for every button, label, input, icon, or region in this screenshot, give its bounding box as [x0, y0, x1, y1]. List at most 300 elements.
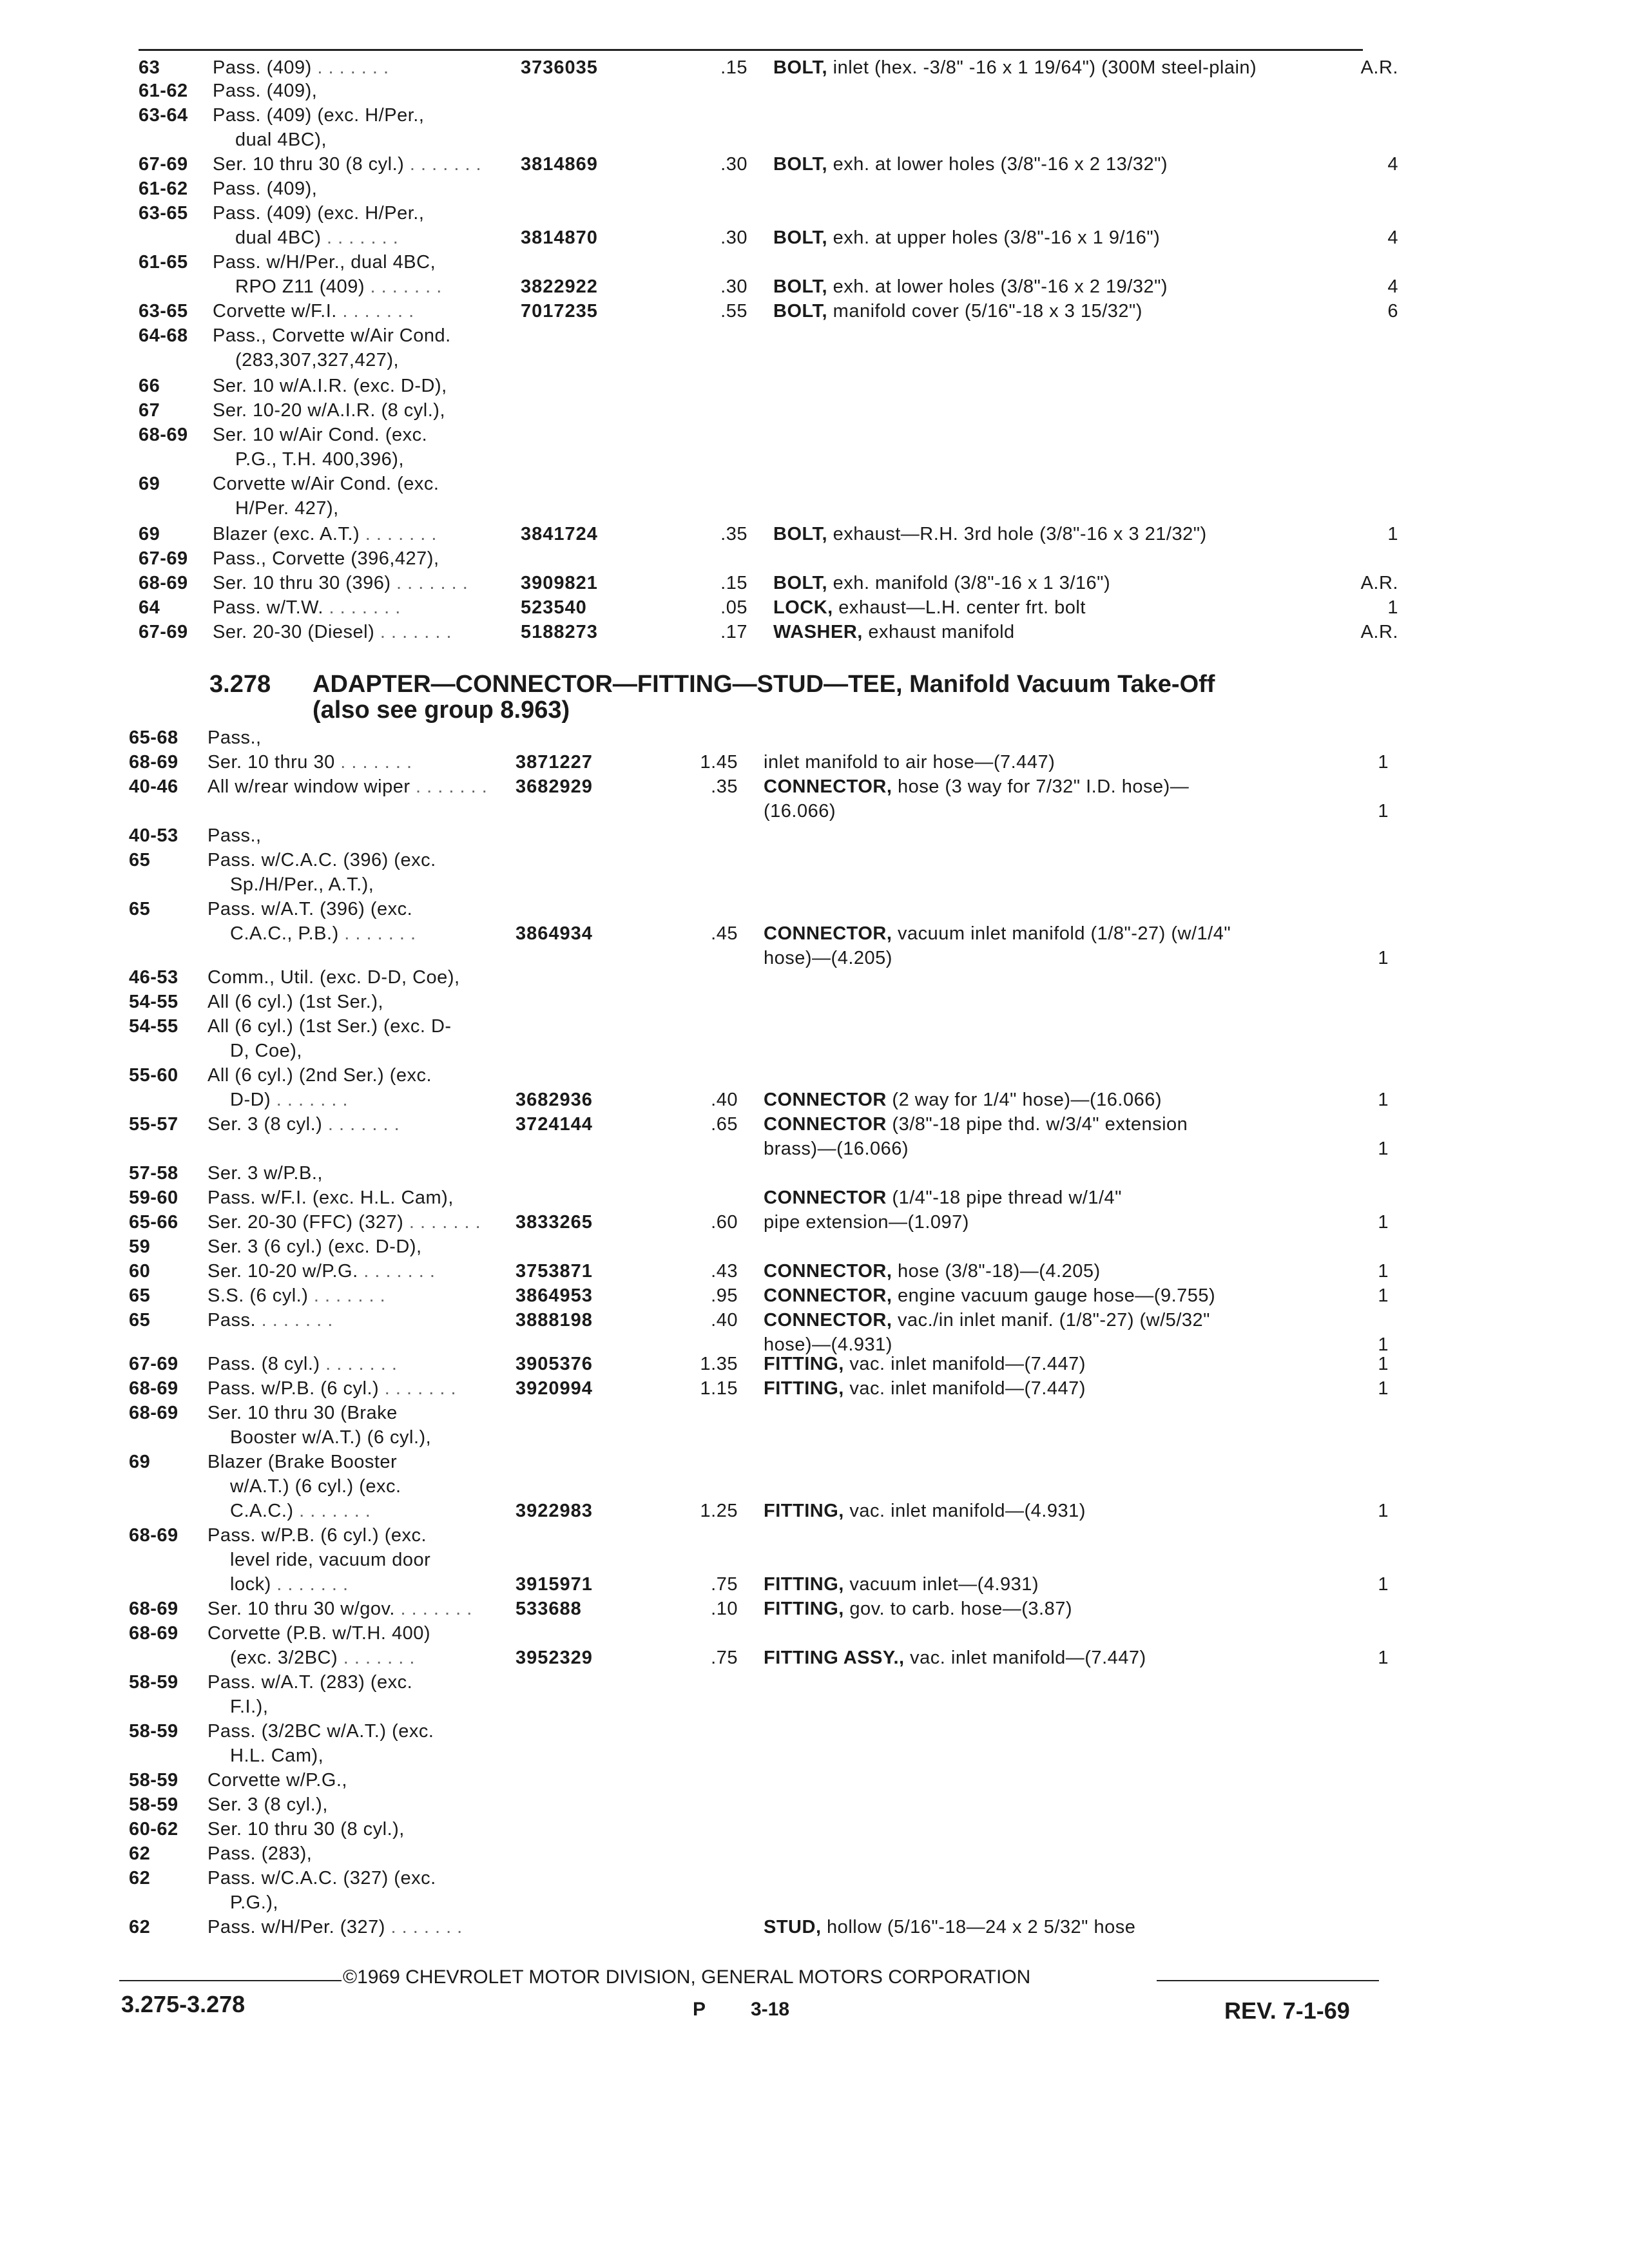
part-detail: vac. inlet manifold—(4.931) — [843, 1501, 1086, 1521]
model-application: H.L. Cam), — [230, 1745, 324, 1766]
part-description — [764, 1916, 1135, 1938]
model-application: F.I.), — [230, 1696, 269, 1717]
quantity: 1 — [1378, 1574, 1389, 1595]
part-detail: hose)—(4.931) — [764, 1334, 892, 1355]
part-name: BOLT, — [773, 573, 828, 593]
part-description — [764, 1353, 1086, 1375]
model-application: All (6 cyl.) (2nd Ser.) (exc. — [207, 1065, 432, 1086]
year-range: 67-69 — [139, 622, 188, 642]
model-application: Ser. 10 w/A.I.R. (exc. D-D), — [213, 376, 447, 396]
model-application: Ser. 20-30 (Diesel) . . . . . . . — [213, 622, 452, 642]
leader-dots: . . . . . . . — [308, 1285, 386, 1306]
leader-dots: . . . . . . . — [271, 1574, 349, 1595]
part-description — [764, 1089, 1162, 1111]
list-price: .60 — [711, 1212, 738, 1233]
part-detail: (16.066) — [764, 801, 836, 822]
part-description — [764, 776, 1189, 798]
leader-dots: . . . . . . . — [390, 573, 468, 593]
footer-page-letter: P — [693, 1999, 706, 2020]
year-range: 63-65 — [139, 203, 188, 224]
model-application: Pass. (409) . . . . . . . — [213, 57, 389, 78]
year-range: 68-69 — [129, 1403, 178, 1423]
part-number: 3864934 — [516, 923, 593, 944]
leader-dots: . . . . . . . — [321, 227, 399, 248]
list-price: .30 — [720, 276, 747, 297]
list-price: .30 — [720, 227, 747, 248]
year-range: 60-62 — [129, 1819, 178, 1840]
model-application: Ser. 10 thru 30 (8 cyl.), — [207, 1819, 405, 1840]
list-price: .35 — [720, 524, 747, 544]
part-name: CONNECTOR — [764, 1114, 887, 1135]
list-price: .65 — [711, 1114, 738, 1135]
part-description — [764, 1573, 1039, 1595]
part-name: FITTING, — [764, 1354, 844, 1374]
part-detail: exhaust—L.H. center frt. bolt — [833, 597, 1086, 618]
model-application: (exc. 3/2BC) . . . . . . . — [230, 1648, 415, 1668]
list-price: .40 — [711, 1090, 738, 1110]
part-name: FITTING, — [764, 1599, 844, 1619]
leader-dots: . . . . . . . — [410, 776, 488, 797]
quantity: 1 — [1387, 597, 1398, 618]
model-application: Pass. w/H/Per. (327) . . . . . . . — [207, 1917, 463, 1937]
quantity: 1 — [1378, 1354, 1389, 1374]
model-application: Pass., — [207, 727, 262, 748]
year-range: 62 — [129, 1868, 151, 1888]
year-range: 46-53 — [129, 967, 178, 988]
quantity: A.R. — [1360, 57, 1398, 78]
year-range: 61-65 — [139, 252, 188, 273]
year-range: 58-59 — [129, 1770, 178, 1791]
part-description — [764, 1260, 1101, 1282]
model-application: RPO Z11 (409) . . . . . . . — [235, 276, 442, 297]
part-name: CONNECTOR — [764, 1187, 887, 1208]
list-price: 1.35 — [700, 1354, 738, 1374]
year-range: 66 — [139, 376, 160, 396]
leader-dots: . . . . . . . — [358, 1261, 436, 1282]
part-detail: vac. inlet manifold—(7.447) — [843, 1378, 1086, 1399]
part-detail: inlet manifold to air hose—(7.447) — [764, 752, 1055, 773]
year-range: 64-68 — [139, 325, 188, 346]
part-name: BOLT, — [773, 154, 828, 175]
year-range: 54-55 — [129, 1016, 178, 1037]
part-detail: (1/4"-18 pipe thread w/1/4" — [886, 1187, 1122, 1208]
model-application: Booster w/A.T.) (6 cyl.), — [230, 1427, 432, 1448]
model-application: dual 4BC) . . . . . . . — [235, 227, 399, 248]
model-application: Pass. (283), — [207, 1843, 313, 1864]
model-application: Pass. w/A.T. (396) (exc. — [207, 899, 413, 919]
part-name: FITTING ASSY., — [764, 1648, 905, 1668]
part-detail: manifold cover (5/16"-18 x 3 15/32") — [827, 301, 1142, 322]
part-description — [773, 153, 1168, 175]
footer-group-range: 3.275-3.278 — [121, 1991, 246, 2017]
model-application: H/Per. 427), — [235, 498, 339, 519]
leader-dots: . . . . . . . — [338, 1648, 415, 1668]
top-rule — [139, 49, 1363, 51]
part-name: BOLT, — [773, 227, 828, 248]
model-application: Ser. 10 thru 30 (8 cyl.) . . . . . . . — [213, 154, 482, 175]
model-application: Corvette w/F.I. . . . . . . . — [213, 301, 414, 322]
part-number: 3822922 — [521, 276, 598, 297]
part-description — [773, 300, 1142, 322]
quantity: 1 — [1378, 1501, 1389, 1521]
year-range: 67-69 — [139, 548, 188, 569]
model-application: Pass. w/H/Per., dual 4BC, — [213, 252, 436, 273]
quantity: 4 — [1387, 227, 1398, 248]
part-number: 3915971 — [516, 1574, 593, 1595]
model-application: dual 4BC), — [235, 130, 327, 150]
part-name: FITTING, — [764, 1378, 844, 1399]
part-description — [773, 572, 1110, 594]
model-application: P.G.), — [230, 1892, 278, 1913]
part-number: 3920994 — [516, 1378, 593, 1399]
list-price: .75 — [711, 1648, 738, 1668]
footer-rule-left — [119, 1980, 342, 1981]
part-description — [764, 1138, 909, 1160]
model-application: Pass. (8 cyl.) . . . . . . . — [207, 1354, 398, 1374]
model-application: (283,307,327,427), — [235, 350, 400, 370]
year-range: 59-60 — [129, 1187, 178, 1208]
part-description — [764, 1500, 1086, 1522]
part-number: 7017235 — [521, 301, 598, 322]
part-detail: vac. inlet manifold—(7.447) — [843, 1354, 1086, 1374]
leader-dots: . . . . . . . — [338, 923, 416, 944]
model-application: Pass., — [207, 825, 262, 846]
model-application: Blazer (exc. A.T.) . . . . . . . — [213, 524, 437, 544]
year-range: 69 — [139, 524, 160, 544]
list-price: .75 — [711, 1574, 738, 1595]
model-application: lock) . . . . . . . — [230, 1574, 349, 1595]
part-number: 3736035 — [521, 57, 598, 78]
quantity: 6 — [1387, 301, 1398, 322]
model-application: Pass. w/T.W. . . . . . . . — [213, 597, 401, 618]
part-description — [764, 1598, 1072, 1620]
model-application: Pass. (409) (exc. H/Per., — [213, 203, 425, 224]
part-description — [764, 1647, 1146, 1669]
part-description — [764, 1211, 969, 1233]
list-price: .10 — [711, 1599, 738, 1619]
model-application: Comm., Util. (exc. D-D, Coe), — [207, 967, 460, 988]
year-range: 55-57 — [129, 1114, 178, 1135]
part-description — [773, 523, 1207, 545]
footer-revision: REV. 7-1-69 — [1224, 1997, 1350, 2024]
part-detail: vacuum inlet manifold (1/8"-27) (w/1/4" — [892, 923, 1231, 944]
part-number: 3864953 — [516, 1285, 593, 1306]
year-range: 68-69 — [129, 1623, 178, 1644]
year-range: 57-58 — [129, 1163, 178, 1184]
quantity: 1 — [1378, 1285, 1389, 1306]
model-application: w/A.T.) (6 cyl.) (exc. — [230, 1476, 401, 1497]
model-application: C.A.C., P.B.) . . . . . . . — [230, 923, 416, 944]
leader-dots: . . . . . . . — [334, 752, 412, 773]
quantity: 4 — [1387, 276, 1398, 297]
list-price: .15 — [720, 573, 747, 593]
footer-copyright: ©1969 CHEVROLET MOTOR DIVISION, GENERAL MOTORS CORPORATION — [343, 1966, 1031, 1988]
part-name: BOLT, — [773, 276, 828, 297]
model-application: Sp./H/Per., A.T.), — [230, 874, 374, 895]
year-range: 65 — [129, 850, 151, 870]
model-application: Pass. w/C.A.C. (327) (exc. — [207, 1868, 436, 1888]
leader-dots: . . . . . . . — [323, 597, 401, 618]
model-application: level ride, vacuum door — [230, 1550, 431, 1570]
part-description — [773, 621, 1015, 643]
part-number: 3952329 — [516, 1648, 593, 1668]
year-range: 58-59 — [129, 1672, 178, 1693]
part-description — [773, 57, 1257, 79]
quantity: 1 — [1378, 1378, 1389, 1399]
part-name: BOLT, — [773, 524, 828, 544]
year-range: 67-69 — [129, 1354, 178, 1374]
part-description — [764, 751, 1055, 773]
leader-dots: . . . . . . . — [311, 57, 389, 78]
part-detail: hose (3/8"-18)—(4.205) — [892, 1261, 1101, 1282]
part-name: BOLT, — [773, 301, 828, 322]
model-application: Ser. 10 w/Air Cond. (exc. — [213, 425, 428, 445]
part-number: 533688 — [516, 1599, 582, 1619]
quantity: 1 — [1378, 752, 1389, 773]
model-application: C.A.C.) . . . . . . . — [230, 1501, 371, 1521]
year-range: 62 — [129, 1917, 151, 1937]
model-application: All w/rear window wiper . . . . . . . — [207, 776, 488, 797]
year-range: 63-64 — [139, 105, 188, 126]
year-range: 61-62 — [139, 81, 188, 101]
section-subtitle: (also see group 8.963) — [313, 697, 570, 724]
year-range: 67 — [139, 400, 160, 421]
year-range: 68-69 — [129, 1599, 178, 1619]
year-range: 63-65 — [139, 301, 188, 322]
quantity: A.R. — [1360, 622, 1398, 642]
section-title: ADAPTER—CONNECTOR—FITTING—STUD—TEE, Manifold Vacuum Take-Off — [313, 671, 1215, 698]
part-detail: brass)—(16.066) — [764, 1139, 909, 1159]
part-detail: gov. to carb. hose—(3.87) — [843, 1599, 1073, 1619]
leader-dots: . . . . . . . — [404, 154, 482, 175]
quantity: A.R. — [1360, 573, 1398, 593]
part-number: 523540 — [521, 597, 587, 618]
part-description — [764, 1334, 892, 1356]
model-application: Ser. 3 (8 cyl.) . . . . . . . — [207, 1114, 400, 1135]
model-application: Pass. (409), — [213, 178, 318, 199]
year-range: 65 — [129, 899, 151, 919]
part-name: FITTING, — [764, 1574, 844, 1595]
part-name: WASHER, — [773, 622, 863, 642]
part-detail: hollow (5/16"-18—24 x 2 5/32" hose — [821, 1917, 1136, 1937]
model-application: Pass., Corvette w/Air Cond. — [213, 325, 451, 346]
quantity: 1 — [1378, 801, 1389, 822]
part-name: CONNECTOR, — [764, 923, 892, 944]
part-number: 3724144 — [516, 1114, 593, 1135]
model-application: Ser. 20-30 (FFC) (327) . . . . . . . — [207, 1212, 481, 1233]
quantity: 1 — [1378, 948, 1389, 968]
part-detail: vac. inlet manifold—(7.447) — [904, 1648, 1146, 1668]
list-price: .15 — [720, 57, 747, 78]
model-application: Ser. 3 (6 cyl.) (exc. D-D), — [207, 1236, 422, 1257]
model-application: Pass. . . . . . . . — [207, 1310, 333, 1331]
list-price: .40 — [711, 1310, 738, 1331]
part-description — [764, 1285, 1215, 1307]
year-range: 63 — [139, 57, 160, 78]
year-range: 68-69 — [129, 1378, 178, 1399]
model-application: Ser. 10-20 w/A.I.R. (8 cyl.), — [213, 400, 445, 421]
part-number: 3871227 — [516, 752, 593, 773]
year-range: 60 — [129, 1261, 151, 1282]
part-detail: vacuum inlet—(4.931) — [843, 1574, 1039, 1595]
year-range: 68-69 — [139, 573, 188, 593]
model-application: All (6 cyl.) (1st Ser.) (exc. D- — [207, 1016, 452, 1037]
list-price: .95 — [711, 1285, 738, 1306]
model-application: Pass. w/P.B. (6 cyl.) (exc. — [207, 1525, 427, 1546]
part-description — [773, 597, 1086, 619]
year-range: 55-60 — [129, 1065, 178, 1086]
model-application: Ser. 3 w/P.B., — [207, 1163, 323, 1184]
year-range: 68-69 — [129, 1525, 178, 1546]
quantity: 1 — [1378, 1261, 1389, 1282]
model-application: Blazer (Brake Booster — [207, 1452, 398, 1472]
part-number: 3922983 — [516, 1501, 593, 1521]
part-description — [764, 1113, 1188, 1135]
part-detail: exh. at lower holes (3/8"-16 x 2 13/32") — [827, 154, 1168, 175]
part-detail: pipe extension—(1.097) — [764, 1212, 969, 1233]
part-number: 3682936 — [516, 1090, 593, 1110]
part-description — [764, 947, 892, 969]
year-range: 40-46 — [129, 776, 178, 797]
list-price: 1.15 — [700, 1378, 738, 1399]
quantity: 1 — [1378, 1212, 1389, 1233]
part-number: 3888198 — [516, 1310, 593, 1331]
model-application: P.G., T.H. 400,396), — [235, 449, 405, 470]
part-name: CONNECTOR — [764, 1090, 887, 1110]
part-number: 3682929 — [516, 776, 593, 797]
list-price: .55 — [720, 301, 747, 322]
year-range: 61-62 — [139, 178, 188, 199]
model-application: Ser. 10 thru 30 . . . . . . . — [207, 752, 412, 773]
part-description — [764, 800, 836, 822]
list-price: .43 — [711, 1261, 738, 1282]
quantity: 1 — [1387, 524, 1398, 544]
model-application: Pass. (409), — [213, 81, 318, 101]
list-price: .45 — [711, 923, 738, 944]
year-range: 69 — [129, 1452, 151, 1472]
year-range: 54-55 — [129, 992, 178, 1012]
model-application: Corvette (P.B. w/T.H. 400) — [207, 1623, 431, 1644]
list-price: 1.25 — [700, 1501, 738, 1521]
list-price: .30 — [720, 154, 747, 175]
part-number: 5188273 — [521, 622, 598, 642]
part-number: 3909821 — [521, 573, 598, 593]
model-application: Pass. w/P.B. (6 cyl.) . . . . . . . — [207, 1378, 457, 1399]
part-description — [764, 1378, 1086, 1399]
part-name: CONNECTOR, — [764, 1285, 892, 1306]
part-name: STUD, — [764, 1917, 822, 1937]
model-application: Pass. w/C.A.C. (396) (exc. — [207, 850, 436, 870]
model-application: D-D) . . . . . . . — [230, 1090, 349, 1110]
year-range: 64 — [139, 597, 160, 618]
model-application: D, Coe), — [230, 1041, 302, 1061]
leader-dots: . . . . . . . — [360, 524, 437, 544]
year-range: 65-66 — [129, 1212, 178, 1233]
leader-dots: . . . . . . . — [394, 1599, 472, 1619]
part-name: CONNECTOR, — [764, 776, 892, 797]
year-range: 65 — [129, 1310, 151, 1331]
leader-dots: . . . . . . . — [322, 1114, 400, 1135]
part-description — [773, 227, 1160, 249]
model-application: Ser. 10 thru 30 (396) . . . . . . . — [213, 573, 468, 593]
part-name: BOLT, — [773, 57, 828, 78]
quantity: 1 — [1378, 1090, 1389, 1110]
leader-dots: . . . . . . . — [374, 622, 452, 642]
year-range: 68-69 — [129, 752, 178, 773]
leader-dots: . . . . . . . — [293, 1501, 371, 1521]
model-application: S.S. (6 cyl.) . . . . . . . — [207, 1285, 386, 1306]
leader-dots: . . . . . . . — [379, 1378, 457, 1399]
part-name: CONNECTOR, — [764, 1261, 892, 1282]
model-application: Ser. 10-20 w/P.G. . . . . . . . — [207, 1261, 436, 1282]
year-range: 58-59 — [129, 1721, 178, 1742]
year-range: 65-68 — [129, 727, 178, 748]
part-detail: exhaust—R.H. 3rd hole (3/8"-16 x 3 21/32") — [827, 524, 1207, 544]
model-application: Pass. w/F.I. (exc. H.L. Cam), — [207, 1187, 454, 1208]
quantity: 1 — [1378, 1139, 1389, 1159]
quantity: 1 — [1378, 1334, 1389, 1355]
model-application: All (6 cyl.) (1st Ser.), — [207, 992, 384, 1012]
part-detail: vac./in inlet manif. (1/8"-27) (w/5/32" — [892, 1310, 1210, 1331]
quantity: 1 — [1378, 1648, 1389, 1668]
part-name: LOCK, — [773, 597, 833, 618]
leader-dots: . . . . . . . — [403, 1212, 481, 1233]
part-description — [764, 1187, 1122, 1209]
part-detail: hose (3 way for 7/32" I.D. hose)— — [892, 776, 1190, 797]
part-detail: exhaust manifold — [862, 622, 1015, 642]
year-range: 65 — [129, 1285, 151, 1306]
part-detail: hose)—(4.205) — [764, 948, 892, 968]
model-application: Pass. (3/2BC w/A.T.) (exc. — [207, 1721, 434, 1742]
part-name: CONNECTOR, — [764, 1310, 892, 1331]
part-detail: inlet (hex. -3/8" -16 x 1 19/64") (300M steel-plain) — [827, 57, 1257, 78]
model-application: Pass. w/A.T. (283) (exc. — [207, 1672, 413, 1693]
model-application: Ser. 10 thru 30 (Brake — [207, 1403, 398, 1423]
part-detail: exh. manifold (3/8"-16 x 1 3/16") — [827, 573, 1111, 593]
part-number: 3905376 — [516, 1354, 593, 1374]
part-description — [764, 1309, 1210, 1331]
list-price: 1.45 — [700, 752, 738, 773]
leader-dots: . . . . . . . — [320, 1354, 398, 1374]
leader-dots: . . . . . . . — [385, 1917, 463, 1937]
footer-rule-right — [1157, 1980, 1379, 1981]
list-price: .35 — [711, 776, 738, 797]
part-number: 3841724 — [521, 524, 598, 544]
year-range: 62 — [129, 1843, 151, 1864]
model-application: Corvette w/Air Cond. (exc. — [213, 474, 439, 494]
part-detail: (2 way for 1/4" hose)—(16.066) — [886, 1090, 1162, 1110]
year-range: 68-69 — [139, 425, 188, 445]
year-range: 67-69 — [139, 154, 188, 175]
part-number: 3833265 — [516, 1212, 593, 1233]
leader-dots: . . . . . . . — [364, 276, 442, 297]
section-number: 3.278 — [209, 671, 271, 698]
year-range: 59 — [129, 1236, 151, 1257]
model-application: Ser. 3 (8 cyl.), — [207, 1794, 328, 1815]
part-description — [773, 276, 1168, 298]
model-application: Ser. 10 thru 30 w/gov. . . . . . . . — [207, 1599, 472, 1619]
footer-page-number: 3-18 — [751, 1999, 790, 2020]
part-detail: exh. at lower holes (3/8"-16 x 2 19/32") — [827, 276, 1168, 297]
quantity: 4 — [1387, 154, 1398, 175]
part-number: 3814869 — [521, 154, 598, 175]
year-range: 58-59 — [129, 1794, 178, 1815]
part-name: FITTING, — [764, 1501, 844, 1521]
year-range: 40-53 — [129, 825, 178, 846]
leader-dots: . . . . . . . — [336, 301, 414, 322]
model-application: Corvette w/P.G., — [207, 1770, 347, 1791]
part-detail: (3/8"-18 pipe thd. w/3/4" extension — [886, 1114, 1188, 1135]
